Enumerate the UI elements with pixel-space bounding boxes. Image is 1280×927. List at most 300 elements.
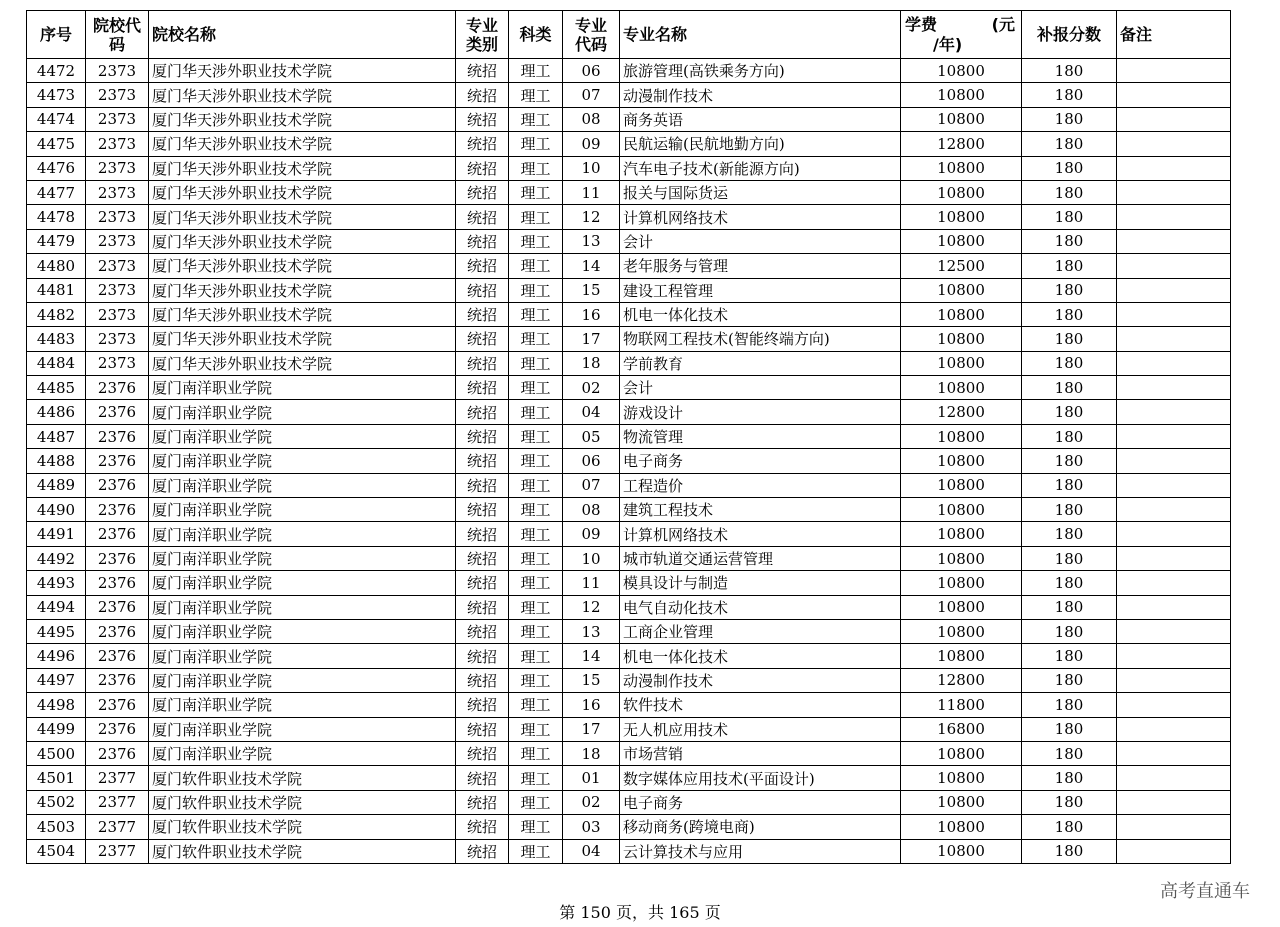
cell-major-type: 统招 [456, 180, 509, 204]
cell-major-code: 02 [563, 790, 620, 814]
cell-subject: 理工 [509, 424, 563, 448]
cell-note [1117, 741, 1231, 765]
cell-subject: 理工 [509, 449, 563, 473]
table-row [27, 180, 1231, 204]
cell-score: 180 [1022, 741, 1117, 765]
cell-note [1117, 376, 1231, 400]
cell-score: 180 [1022, 376, 1117, 400]
cell-note [1117, 351, 1231, 375]
table-row [27, 351, 1231, 375]
cell-note [1117, 229, 1231, 253]
cell-major-code: 01 [563, 766, 620, 790]
cell-fee: 10800 [901, 449, 1022, 473]
cell-major-name: 民航运输(民航地勤方向) [620, 132, 901, 156]
cell-fee: 10800 [901, 741, 1022, 765]
table-row [27, 302, 1231, 326]
cell-seq: 4486 [27, 400, 86, 424]
cell-major-type: 统招 [456, 59, 509, 83]
table-row [27, 132, 1231, 156]
cell-score: 180 [1022, 522, 1117, 546]
cell-major-code: 10 [563, 546, 620, 570]
cell-major-name: 会计 [620, 376, 901, 400]
cell-major-type: 统招 [456, 107, 509, 131]
cell-fee: 10800 [901, 815, 1022, 839]
cell-major-name: 计算机网络技术 [620, 522, 901, 546]
cell-major-name: 动漫制作技术 [620, 83, 901, 107]
cell-school-name: 厦门华天涉外职业技术学院 [149, 254, 456, 278]
cell-score: 180 [1022, 571, 1117, 595]
cell-fee: 10800 [901, 302, 1022, 326]
cell-seq: 4487 [27, 424, 86, 448]
cell-score: 180 [1022, 498, 1117, 522]
cell-school-code: 2373 [86, 351, 149, 375]
cell-school-code: 2373 [86, 229, 149, 253]
cell-note [1117, 546, 1231, 570]
cell-seq: 4494 [27, 595, 86, 619]
cell-major-name: 市场营销 [620, 741, 901, 765]
cell-note [1117, 180, 1231, 204]
cell-fee: 10800 [901, 180, 1022, 204]
cell-school-code: 2373 [86, 132, 149, 156]
cell-note [1117, 59, 1231, 83]
cell-note [1117, 254, 1231, 278]
cell-major-code: 06 [563, 59, 620, 83]
cell-subject: 理工 [509, 376, 563, 400]
cell-subject: 理工 [509, 717, 563, 741]
cell-seq: 4481 [27, 278, 86, 302]
cell-seq: 4482 [27, 302, 86, 326]
cell-school-name: 厦门华天涉外职业技术学院 [149, 180, 456, 204]
cell-school-name: 厦门南洋职业学院 [149, 498, 456, 522]
cell-major-code: 07 [563, 473, 620, 497]
cell-school-name: 厦门南洋职业学院 [149, 668, 456, 692]
cell-major-type: 统招 [456, 83, 509, 107]
cell-school-code: 2376 [86, 424, 149, 448]
cell-school-code: 2377 [86, 766, 149, 790]
cell-seq: 4488 [27, 449, 86, 473]
cell-note [1117, 766, 1231, 790]
cell-fee: 16800 [901, 717, 1022, 741]
cell-seq: 4500 [27, 741, 86, 765]
cell-major-code: 09 [563, 132, 620, 156]
cell-seq: 4475 [27, 132, 86, 156]
cell-score: 180 [1022, 59, 1117, 83]
cell-major-type: 统招 [456, 619, 509, 643]
cell-school-name: 厦门南洋职业学院 [149, 424, 456, 448]
cell-school-code: 2376 [86, 522, 149, 546]
cell-subject: 理工 [509, 668, 563, 692]
cell-seq: 4501 [27, 766, 86, 790]
cell-seq: 4484 [27, 351, 86, 375]
cell-score: 180 [1022, 107, 1117, 131]
cell-note [1117, 400, 1231, 424]
cell-major-type: 统招 [456, 839, 509, 863]
cell-school-name: 厦门软件职业技术学院 [149, 790, 456, 814]
cell-school-name: 厦门华天涉外职业技术学院 [149, 59, 456, 83]
cell-major-code: 13 [563, 229, 620, 253]
cell-note [1117, 815, 1231, 839]
cell-subject: 理工 [509, 595, 563, 619]
cell-major-type: 统招 [456, 156, 509, 180]
cell-major-type: 统招 [456, 400, 509, 424]
cell-seq: 4478 [27, 205, 86, 229]
cell-note [1117, 302, 1231, 326]
cell-school-code: 2376 [86, 498, 149, 522]
cell-major-code: 14 [563, 644, 620, 668]
cell-school-name: 厦门华天涉外职业技术学院 [149, 302, 456, 326]
cell-fee: 10800 [901, 522, 1022, 546]
cell-major-name: 旅游管理(高铁乘务方向) [620, 59, 901, 83]
cell-note [1117, 619, 1231, 643]
cell-school-name: 厦门南洋职业学院 [149, 571, 456, 595]
cell-subject: 理工 [509, 619, 563, 643]
table-row [27, 766, 1231, 790]
cell-major-code: 15 [563, 278, 620, 302]
cell-school-code: 2373 [86, 302, 149, 326]
cell-major-name: 学前教育 [620, 351, 901, 375]
cell-note [1117, 498, 1231, 522]
cell-major-code: 02 [563, 376, 620, 400]
cell-fee: 10800 [901, 619, 1022, 643]
header-fee: 学费 (元 /年) [901, 11, 1022, 59]
cell-major-type: 统招 [456, 668, 509, 692]
table-row [27, 327, 1231, 351]
table-row [27, 693, 1231, 717]
cell-major-code: 18 [563, 741, 620, 765]
cell-school-code: 2373 [86, 278, 149, 302]
cell-school-name: 厦门华天涉外职业技术学院 [149, 229, 456, 253]
cell-seq: 4496 [27, 644, 86, 668]
cell-major-type: 统招 [456, 790, 509, 814]
table-row [27, 473, 1231, 497]
cell-school-name: 厦门南洋职业学院 [149, 741, 456, 765]
header-school-name: 院校名称 [149, 11, 456, 59]
cell-note [1117, 522, 1231, 546]
table-row [27, 619, 1231, 643]
cell-seq: 4493 [27, 571, 86, 595]
cell-score: 180 [1022, 546, 1117, 570]
cell-major-name: 电气自动化技术 [620, 595, 901, 619]
cell-school-code: 2373 [86, 327, 149, 351]
cell-seq: 4492 [27, 546, 86, 570]
cell-major-code: 11 [563, 180, 620, 204]
cell-subject: 理工 [509, 107, 563, 131]
cell-school-name: 厦门华天涉外职业技术学院 [149, 132, 456, 156]
cell-major-name: 电子商务 [620, 790, 901, 814]
cell-school-code: 2373 [86, 180, 149, 204]
cell-major-code: 12 [563, 205, 620, 229]
cell-major-name: 软件技术 [620, 693, 901, 717]
cell-major-type: 统招 [456, 571, 509, 595]
cell-note [1117, 205, 1231, 229]
cell-major-name: 工程造价 [620, 473, 901, 497]
table-row [27, 546, 1231, 570]
cell-major-code: 17 [563, 327, 620, 351]
cell-score: 180 [1022, 766, 1117, 790]
table-row [27, 839, 1231, 863]
cell-seq: 4485 [27, 376, 86, 400]
cell-major-name: 会计 [620, 229, 901, 253]
cell-major-type: 统招 [456, 449, 509, 473]
cell-major-code: 12 [563, 595, 620, 619]
cell-major-type: 统招 [456, 498, 509, 522]
cell-score: 180 [1022, 156, 1117, 180]
cell-school-code: 2376 [86, 571, 149, 595]
cell-school-name: 厦门华天涉外职业技术学院 [149, 351, 456, 375]
cell-score: 180 [1022, 205, 1117, 229]
cell-major-name: 模具设计与制造 [620, 571, 901, 595]
cell-school-code: 2376 [86, 449, 149, 473]
cell-fee: 10800 [901, 205, 1022, 229]
cell-school-name: 厦门南洋职业学院 [149, 619, 456, 643]
cell-subject: 理工 [509, 83, 563, 107]
cell-fee: 10800 [901, 595, 1022, 619]
cell-major-code: 13 [563, 619, 620, 643]
cell-fee: 10800 [901, 156, 1022, 180]
cell-major-type: 统招 [456, 302, 509, 326]
cell-major-type: 统招 [456, 254, 509, 278]
cell-major-type: 统招 [456, 327, 509, 351]
cell-seq: 4502 [27, 790, 86, 814]
cell-subject: 理工 [509, 546, 563, 570]
cell-fee: 10800 [901, 424, 1022, 448]
cell-note [1117, 156, 1231, 180]
cell-school-code: 2376 [86, 693, 149, 717]
cell-note [1117, 449, 1231, 473]
cell-fee: 10800 [901, 278, 1022, 302]
cell-school-code: 2373 [86, 107, 149, 131]
cell-subject: 理工 [509, 351, 563, 375]
cell-subject: 理工 [509, 766, 563, 790]
table-row [27, 156, 1231, 180]
cell-major-code: 10 [563, 156, 620, 180]
cell-major-code: 04 [563, 400, 620, 424]
cell-major-type: 统招 [456, 644, 509, 668]
cell-fee: 10800 [901, 571, 1022, 595]
cell-school-name: 厦门华天涉外职业技术学院 [149, 205, 456, 229]
table-row [27, 668, 1231, 692]
cell-note [1117, 424, 1231, 448]
cell-major-type: 统招 [456, 205, 509, 229]
cell-school-name: 厦门南洋职业学院 [149, 717, 456, 741]
cell-fee: 10800 [901, 59, 1022, 83]
cell-school-code: 2377 [86, 790, 149, 814]
cell-school-code: 2377 [86, 839, 149, 863]
cell-major-code: 17 [563, 717, 620, 741]
cell-note [1117, 790, 1231, 814]
cell-major-type: 统招 [456, 351, 509, 375]
cell-school-code: 2376 [86, 741, 149, 765]
header-seq: 序号 [27, 11, 86, 59]
cell-school-code: 2373 [86, 83, 149, 107]
header-major-name: 专业名称 [620, 11, 901, 59]
cell-major-type: 统招 [456, 376, 509, 400]
cell-note [1117, 473, 1231, 497]
cell-major-code: 05 [563, 424, 620, 448]
cell-major-name: 云计算技术与应用 [620, 839, 901, 863]
cell-school-code: 2376 [86, 668, 149, 692]
cell-score: 180 [1022, 278, 1117, 302]
cell-school-code: 2376 [86, 644, 149, 668]
cell-score: 180 [1022, 449, 1117, 473]
cell-school-code: 2373 [86, 156, 149, 180]
table-row [27, 83, 1231, 107]
page-footer: 第 150 页，共 165 页 [559, 903, 721, 922]
cell-school-name: 厦门华天涉外职业技术学院 [149, 278, 456, 302]
cell-major-type: 统招 [456, 741, 509, 765]
cell-school-name: 厦门南洋职业学院 [149, 449, 456, 473]
cell-score: 180 [1022, 644, 1117, 668]
cell-major-code: 18 [563, 351, 620, 375]
cell-major-name: 老年服务与管理 [620, 254, 901, 278]
cell-school-name: 厦门软件职业技术学院 [149, 839, 456, 863]
cell-seq: 4491 [27, 522, 86, 546]
cell-note [1117, 132, 1231, 156]
cell-subject: 理工 [509, 741, 563, 765]
cell-subject: 理工 [509, 498, 563, 522]
cell-subject: 理工 [509, 644, 563, 668]
cell-score: 180 [1022, 473, 1117, 497]
header-major-code: 专业 代码 [563, 11, 620, 59]
table-row [27, 790, 1231, 814]
cell-school-name: 厦门南洋职业学院 [149, 400, 456, 424]
cell-fee: 10800 [901, 351, 1022, 375]
cell-fee: 10800 [901, 546, 1022, 570]
cell-school-name: 厦门华天涉外职业技术学院 [149, 83, 456, 107]
cell-note [1117, 839, 1231, 863]
cell-school-name: 厦门南洋职业学院 [149, 376, 456, 400]
cell-note [1117, 717, 1231, 741]
cell-major-name: 机电一体化技术 [620, 302, 901, 326]
cell-score: 180 [1022, 839, 1117, 863]
cell-fee: 10800 [901, 327, 1022, 351]
cell-school-code: 2373 [86, 205, 149, 229]
cell-school-name: 厦门华天涉外职业技术学院 [149, 107, 456, 131]
cell-note [1117, 107, 1231, 131]
cell-seq: 4472 [27, 59, 86, 83]
cell-seq: 4480 [27, 254, 86, 278]
cell-fee: 12500 [901, 254, 1022, 278]
cell-school-code: 2377 [86, 815, 149, 839]
cell-seq: 4495 [27, 619, 86, 643]
header-major-type: 专业 类别 [456, 11, 509, 59]
cell-major-name: 工商企业管理 [620, 619, 901, 643]
cell-subject: 理工 [509, 180, 563, 204]
cell-seq: 4498 [27, 693, 86, 717]
table-row [27, 424, 1231, 448]
cell-score: 180 [1022, 327, 1117, 351]
cell-subject: 理工 [509, 473, 563, 497]
cell-score: 180 [1022, 815, 1117, 839]
cell-seq: 4473 [27, 83, 86, 107]
cell-fee: 12800 [901, 668, 1022, 692]
cell-fee: 10800 [901, 473, 1022, 497]
cell-school-name: 厦门南洋职业学院 [149, 473, 456, 497]
cell-fee: 10800 [901, 83, 1022, 107]
cell-major-type: 统招 [456, 766, 509, 790]
cell-note [1117, 327, 1231, 351]
cell-score: 180 [1022, 302, 1117, 326]
cell-school-code: 2376 [86, 619, 149, 643]
table-row [27, 815, 1231, 839]
table-row [27, 229, 1231, 253]
cell-subject: 理工 [509, 229, 563, 253]
table-row [27, 400, 1231, 424]
cell-school-name: 厦门华天涉外职业技术学院 [149, 327, 456, 351]
cell-subject: 理工 [509, 327, 563, 351]
cell-fee: 10800 [901, 766, 1022, 790]
cell-major-name: 电子商务 [620, 449, 901, 473]
cell-subject: 理工 [509, 693, 563, 717]
cell-score: 180 [1022, 619, 1117, 643]
cell-major-name: 建筑工程技术 [620, 498, 901, 522]
cell-note [1117, 278, 1231, 302]
cell-major-type: 统招 [456, 595, 509, 619]
cell-seq: 4503 [27, 815, 86, 839]
cell-score: 180 [1022, 668, 1117, 692]
cell-major-code: 16 [563, 693, 620, 717]
cell-major-type: 统招 [456, 278, 509, 302]
cell-major-type: 统招 [456, 546, 509, 570]
cell-subject: 理工 [509, 400, 563, 424]
watermark: 高考直通车 [1160, 881, 1250, 902]
cell-major-type: 统招 [456, 229, 509, 253]
cell-fee: 12800 [901, 400, 1022, 424]
cell-major-code: 15 [563, 668, 620, 692]
table-row [27, 644, 1231, 668]
cell-major-type: 统招 [456, 132, 509, 156]
cell-subject: 理工 [509, 254, 563, 278]
cell-score: 180 [1022, 790, 1117, 814]
cell-subject: 理工 [509, 571, 563, 595]
cell-subject: 理工 [509, 59, 563, 83]
cell-major-code: 11 [563, 571, 620, 595]
cell-major-code: 09 [563, 522, 620, 546]
cell-subject: 理工 [509, 132, 563, 156]
cell-seq: 4476 [27, 156, 86, 180]
table-row [27, 741, 1231, 765]
cell-note [1117, 595, 1231, 619]
cell-major-name: 计算机网络技术 [620, 205, 901, 229]
cell-school-code: 2376 [86, 376, 149, 400]
cell-major-name: 物流管理 [620, 424, 901, 448]
cell-seq: 4474 [27, 107, 86, 131]
cell-note [1117, 644, 1231, 668]
cell-score: 180 [1022, 717, 1117, 741]
table-row [27, 59, 1231, 83]
cell-fee: 10800 [901, 107, 1022, 131]
cell-major-code: 08 [563, 107, 620, 131]
cell-seq: 4477 [27, 180, 86, 204]
cell-major-code: 08 [563, 498, 620, 522]
cell-major-type: 统招 [456, 473, 509, 497]
table-row [27, 595, 1231, 619]
cell-score: 180 [1022, 351, 1117, 375]
cell-seq: 4499 [27, 717, 86, 741]
cell-score: 180 [1022, 83, 1117, 107]
table-row [27, 717, 1231, 741]
cell-major-name: 建设工程管理 [620, 278, 901, 302]
cell-school-code: 2376 [86, 546, 149, 570]
cell-subject: 理工 [509, 156, 563, 180]
cell-major-code: 14 [563, 254, 620, 278]
cell-major-type: 统招 [456, 424, 509, 448]
cell-major-type: 统招 [456, 815, 509, 839]
cell-score: 180 [1022, 229, 1117, 253]
cell-score: 180 [1022, 400, 1117, 424]
cell-major-type: 统招 [456, 522, 509, 546]
cell-major-name: 汽车电子技术(新能源方向) [620, 156, 901, 180]
